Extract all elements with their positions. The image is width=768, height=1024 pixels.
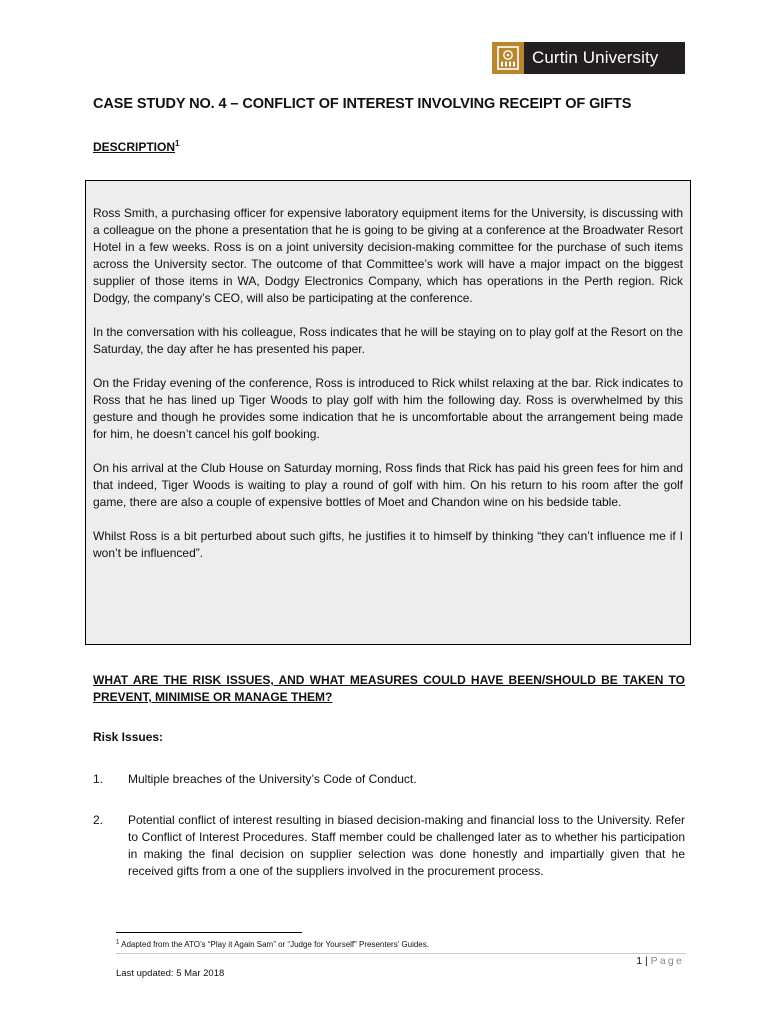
page-number-value: 1 [636, 955, 643, 967]
page-number [636, 955, 684, 967]
case-paragraph: On his arrival at the Club House on Saturday morning, Ross finds that Rick has paid his green fees for him and that indeed, Tiger Woods is waiting to play a round of golf with him. On his return to his room after the golf game, there are also a couple of expensive bottles of Moet and Chandon wine on his bedside table. [93, 461, 683, 509]
last-updated: Last updated: 5 Mar 2018 [116, 968, 225, 979]
case-study-box [85, 180, 691, 645]
description-heading-text: DESCRIPTION [93, 140, 176, 154]
curtin-logo [492, 42, 685, 74]
footnote [116, 940, 429, 949]
footnote-text: Adapted from the ATO’s “Play it Again Sam” or “Judge for Yourself” Presenters’ Guides. [119, 940, 429, 949]
logo-text: Curtin University [532, 48, 659, 67]
case-paragraph: Whilst Ross is a bit perturbed about such gifts, he justifies it to himself by thinking “they can’t influence me if I won’t be influenced”. [93, 529, 683, 560]
question-heading: WHAT ARE THE RISK ISSUES, AND WHAT MEASURES COULD HAVE BEEN/SHOULD BE TAKEN TO PREVENT, MINIMISE OR MANAGE THEM? [93, 673, 685, 704]
list-item-number: 1. [93, 772, 104, 786]
list-item [93, 812, 685, 880]
list-item-text: Multiple breaches of the University’s Code of Conduct. [128, 772, 417, 786]
case-paragraph: On the Friday evening of the conference, Ross is introduced to Rick whilst relaxing at the bar. Rick indicates to Ross that he has lined up Tiger Woods to play golf with him the following day. Ross is overwhelmed by this gesture and though he provides some indication that he is uncomfortable about the arrangement being made for him, he doesn’t cancel his golf booking. [93, 376, 683, 441]
list-item-text: Potential conflict of interest resulting in biased decision-making and financial loss to the University. Refer to Conflict of Interest Procedures. Staff member could be challenged later as to whether his participation in making the final decision on supplier selection was done honestly and impartially given that he received gifts from a one of the suppliers involved in the procurement process. [128, 813, 685, 878]
page-label: Page [650, 955, 684, 967]
footer-divider [116, 953, 686, 954]
list-item [93, 771, 685, 788]
list-item-number: 2. [93, 813, 104, 827]
case-paragraph: Ross Smith, a purchasing officer for expensive laboratory equipment items for the University, is discussing with a colleague on the phone a presentation that he is going to be giving at a conference at the Broadwater Resort Hotel in a few weeks. Ross is on a joint university decision-making committee for the purchase of such items across the University sector. The outcome of that Committee’s work will have a major impact on the biggest supplier of those items in WA, Dodgy Electronics Company, which has operations in the Perth region. Rick Dodgy, the company’s CEO, will also be participating at the conference. [93, 206, 683, 305]
page-title: CASE STUDY NO. 4 – CONFLICT OF INTEREST INVOLVING RECEIPT OF GIFTS [93, 96, 632, 112]
description-heading [93, 140, 179, 154]
footnote-marker: 1 [116, 939, 120, 946]
footnote-reference: 1 [175, 139, 180, 148]
case-paragraph: In the conversation with his colleague, Ross indicates that he will be staying on to play golf at the Resort on the Saturday, the day after he has presented his paper. [93, 325, 683, 356]
footnote-divider [116, 932, 302, 933]
risk-issues-heading: Risk Issues: [93, 730, 164, 744]
page-number-separator: | [642, 955, 651, 967]
crest-icon [492, 42, 524, 74]
